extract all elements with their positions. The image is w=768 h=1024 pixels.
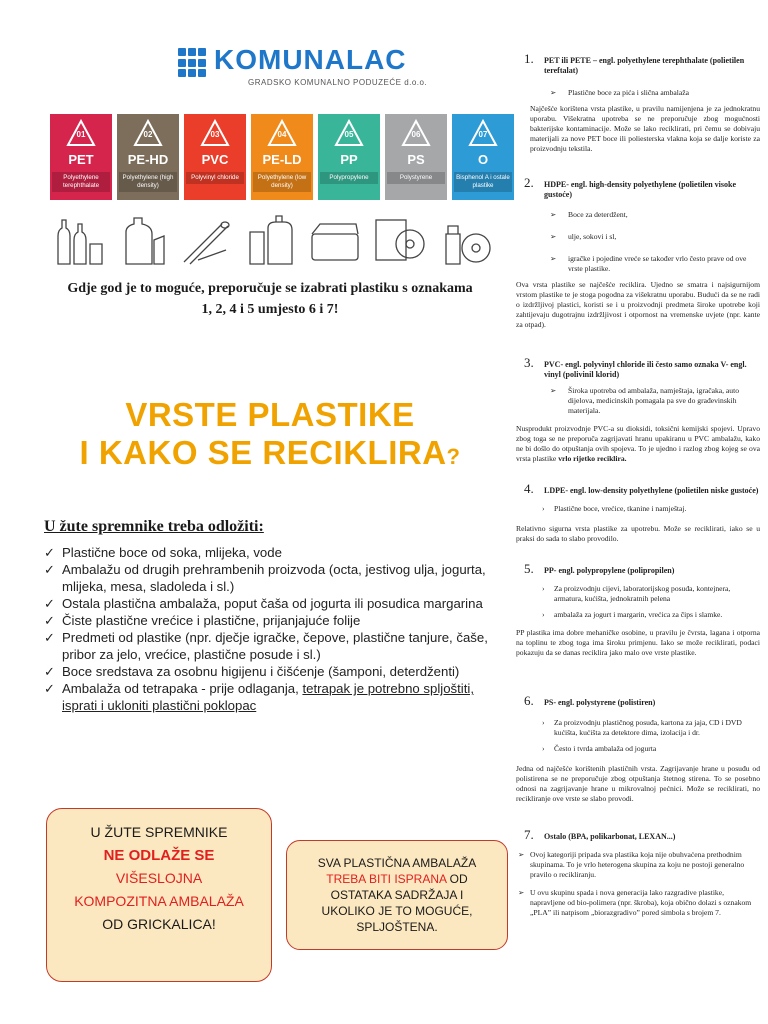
checkmark-icon: ✓ (44, 664, 56, 679)
resin-code-number: 06 (411, 130, 421, 139)
section-number: 4. (524, 481, 534, 496)
bullet-text: U ovu skupinu spada i nova generacija lako razgradive plastike, napravljene od bio-polimera (npr. škroba), koja obično dolazi s oznakom „PLA” ili natpisom „biorazgradivo” pored simbola s brojem 7. (530, 888, 752, 917)
resin-code-number: 07 (478, 130, 488, 139)
list-item (44, 544, 494, 561)
yellow-bin-heading: U žute spremnike treba odložiti: (44, 518, 264, 535)
arrow-bullet-icon: › (542, 744, 545, 753)
container-icon (306, 210, 366, 268)
section-heading (516, 175, 760, 200)
resin-code-number: 04 (277, 130, 287, 139)
list-item-text: Čiste plastične vrećice i plastične, prijanjajuće folije (62, 613, 361, 628)
notice-box-line-1: SVA PLASTIČNA AMBALAŽA (317, 856, 477, 870)
bullet-text: Za proizvodnju plastičnog posuđa, kartona za jaja, CD i DVD kućišta, kućišta za detektore dima, izolacija i dr. (554, 718, 742, 737)
section-number: 6. (524, 693, 534, 708)
bullet-text: Plastične boce za pića i slična ambalaža (568, 88, 690, 97)
section-title: Ostalo (BPA, polikarbonat, LEXAN...) (544, 832, 676, 841)
recommendation-line-1: Gdje god je to moguće, preporučuje se izabrati plastiku s oznakama (67, 281, 473, 296)
main-title-question-mark: ? (446, 444, 461, 469)
arrow-bullet-icon: ➢ (550, 254, 557, 263)
section-title: PET ili PETE – engl. polyethylene terephthalate (polietilen tereftalat) (544, 56, 745, 75)
main-title-line-2-text: I KAKO SE RECIKLIRA (79, 434, 447, 471)
resin-code-abbreviation: PP (340, 152, 358, 167)
resin-code-pvc (184, 114, 246, 200)
warning-box-line-2: NE ODLAŽE SE (103, 847, 215, 864)
section-heading (516, 481, 760, 496)
resin-code-number: 01 (76, 130, 86, 139)
section-title: HDPE- engl. high-density polyethylene (polietilen visoke gustoće) (544, 180, 737, 199)
bullet-text: Boce za deterdžent, (568, 210, 628, 219)
resin-code-description: Polyvinyl chloride (186, 172, 244, 184)
section-bullet (516, 504, 760, 514)
section-other (516, 827, 760, 918)
resin-code-o (452, 114, 514, 200)
section-pp (516, 561, 760, 658)
arrow-bullet-icon: ➢ (550, 88, 557, 97)
tetrapak-underlined-text: tetrapak je potrebno spljoštiti, isprati i ukloniti plastični poklopac (62, 681, 474, 713)
bullet-text: ulje, sokovi i sl, (568, 232, 617, 241)
bullet-text: igračke i pojedine vreće se također vrlo često prave od ove vrste plastike. (568, 254, 747, 273)
recommendation-line-2: 1, 2, 4 i 5 umjesto 6 i 7! (201, 302, 339, 317)
arrow-bullet-icon: › (542, 718, 545, 727)
section-bullet (516, 254, 760, 274)
section-bullet (516, 232, 760, 242)
logo-name: KOMUNALAC (214, 44, 407, 75)
section-bullet (516, 88, 760, 98)
resin-code-abbreviation: PVC (201, 152, 229, 167)
resin-code-abbreviation: O (477, 152, 489, 167)
logo-grid-icon (178, 48, 208, 78)
section-bullet (516, 850, 760, 880)
section-heading (516, 561, 760, 576)
resin-code-abbreviation: PET (68, 152, 94, 167)
section-ps (516, 693, 760, 804)
resin-code-pe-hd (117, 114, 179, 200)
bullet-text: Često i tvrda ambalaža od jogurta (554, 744, 657, 753)
notice-box-rinse (286, 840, 508, 950)
resin-code-description: Polyethylene (low density) (253, 172, 311, 192)
yellow-bin-list (44, 544, 494, 714)
section-paragraph: PP plastika ima dobre mehaničke osobine, u pravilu je čvrsta, lagana i otporna na toplinu te zbog toga ima široku primjenu. Iako se može reciklirati, podaci pokazuju da se danas reciklira jako malo ove vrste plastike. (516, 628, 760, 657)
notice-box-line-2 (287, 871, 507, 887)
bottles-icon (50, 210, 110, 268)
resin-code-pp (318, 114, 380, 200)
section-bullet (516, 210, 760, 220)
section-title: LDPE- engl. low-density polyethylene (polietilen niske gustoće) (544, 486, 759, 495)
section-bullet (516, 610, 760, 620)
section-number: 5. (524, 561, 534, 576)
resin-code-abbreviation: PS (407, 152, 425, 167)
section-number: 2. (524, 175, 534, 190)
warning-box-line-3: VIŠESLOJNA (115, 870, 203, 886)
arrow-bullet-icon: › (542, 584, 545, 593)
canister-icon (242, 210, 302, 268)
resin-code-number: 05 (344, 130, 354, 139)
plastic-objects-illustration (50, 210, 510, 268)
section-bullet (516, 386, 760, 416)
resin-code-description: Polyethylene (high density) (119, 172, 177, 192)
list-item-text: Plastične boce od soka, mlijeka, vode (62, 545, 282, 560)
resin-code-number: 03 (210, 130, 220, 139)
checkmark-icon: ✓ (44, 562, 56, 577)
arrow-bullet-icon: ➢ (550, 210, 557, 219)
section-title: PVC- engl. polyvinyl chloride ili često samo oznaka V- engl. vinyl (polivinil klorid) (544, 360, 747, 379)
resin-code-description: Polystyrene (387, 172, 445, 184)
resin-code-pe-ld (251, 114, 313, 200)
warning-box-snacks (46, 808, 272, 982)
section-number: 7. (524, 827, 534, 842)
notice-box-red-text: TREBA BITI ISPRANA (326, 872, 447, 886)
list-item (44, 561, 494, 595)
bullet-text: Široka upotreba od ambalaža, namještaja, igračaka, auto dijelova, medicinskih pomagala pa sve do građevinskih materijala. (568, 386, 739, 415)
arrow-bullet-icon: ➢ (550, 232, 557, 241)
section-paragraph: Ova vrsta plastike se najčešće reciklira. Ujedno se smatra i najsigurnijom vrstom plastike te je stoga pogodna za višekratnu uporabu. Budući da se ne radi o izdržljivoj plastici, koristi se i u proizvodnji predmeta široke upotrebe koji zahtijevaju dugotrajnu izdržljivost i otpornost na vremenske uvjete (npr. kante za otpad). (516, 280, 760, 329)
section-number: 1. (524, 51, 534, 66)
list-item-text: Ostala plastična ambalaža, poput čaša od jogurta ili posudica margarina (62, 596, 483, 611)
section-paragraph: Jedna od najčešće korištenih plastičnih vrsta. Zagrijavanje hrane u posuđu od polistirena se ne preporučuje zbog otpuštanja štetnog stirena. To se posebno odnosi na zagrijavanje hrane u mikrovalnoj pećnici. Može se reciklirati, no recikliranje ove vrste se slabo provodi. (516, 764, 760, 803)
section-bullet (516, 744, 760, 754)
section-number: 3. (524, 355, 534, 370)
logo-subtitle: GRADSKO KOMUNALNO PODUZEĆE d.o.o. (248, 78, 428, 87)
section-pvc (516, 355, 760, 464)
detergent-bottle-icon (112, 210, 172, 268)
resin-code-abbreviation: PE-LD (262, 152, 302, 167)
notice-box-line-5: SPLJOŠTENA. (356, 920, 438, 934)
arrow-bullet-icon: ➢ (518, 888, 525, 897)
section-paragraph: Relativno sigurna vrsta plastike za upotrebu. Može se reciklirati, iako se u praksi do sada to slabo provodilo. (516, 524, 760, 543)
company-logo (178, 44, 428, 92)
checkmark-icon: ✓ (44, 613, 56, 628)
list-item-text: Predmeti od plastike (npr. dječje igračke, čepove, plastične tanjure, čaše, pribor za jelo, vrećice, plastične posude i sl.) (62, 630, 488, 662)
warning-box-line-1: U ŽUTE SPREMNIKE (90, 824, 228, 840)
resin-code-description: Polypropylene (320, 172, 378, 184)
section-ldpe (516, 481, 760, 544)
section-heading (516, 355, 760, 380)
checkmark-icon: ✓ (44, 681, 56, 696)
notice-box-line-2-tail: OD (446, 872, 468, 886)
arrow-bullet-icon: › (542, 610, 545, 619)
resin-code-abbreviation: PE-HD (127, 152, 169, 167)
paragraph-text: Nusprodukt proizvodnje PVC-a su dioksidi, toksični kemijski spojevi. Upravo zbog toga se ne preporuča zagrijavati hranu upakiranu u PVC ambalažu, kako ne bi došlo do otpuštanja ovih spojeva. To je ujedno i razlog zbog kojeg se ova vrsta plastike (516, 424, 760, 463)
resin-codes (50, 114, 514, 200)
recommendation-text (40, 278, 500, 320)
section-title: PS- engl. polystyrene (polistiren) (544, 698, 656, 707)
spray-bottle-icon (434, 210, 494, 268)
arrow-bullet-icon: › (542, 504, 545, 513)
resin-code-ps (385, 114, 447, 200)
main-title (40, 396, 500, 476)
warning-box-line-4: KOMPOZITNA AMBALAŽA (74, 893, 244, 909)
list-item-tetrapak (44, 680, 494, 714)
section-hdpe (516, 175, 760, 330)
section-paragraph: Najčešće korištena vrsta plastike, u pravilu namijenjena je za jednokratnu uporabu. Višekratna upotreba se ne preporučuje zbog mogućnosti bakterijske kontaminacije. Može se lako reciklirati, pri čemu se dobivaju materijali za nove PET boce ili poliesterska vlakna koja se dalje koriste za proizvodnju tekstila. (530, 104, 760, 153)
bullet-text: Za proizvodnju cijevi, laboratorijskog posuđa, kontejnera, armatura, kućišta, jednokratnih pelena (554, 584, 731, 603)
cd-case-icon (370, 210, 430, 268)
list-item (44, 595, 494, 612)
section-pet (516, 51, 760, 154)
main-title-line-2 (40, 434, 500, 476)
section-heading (516, 693, 760, 708)
section-heading (516, 51, 760, 76)
warning-box-line-5: OD GRICKALICA! (102, 916, 216, 932)
list-item-text: Boce sredstava za osobnu higijenu i čišćenje (šamponi, deterdženti) (62, 664, 460, 679)
list-item (44, 663, 494, 680)
arrow-bullet-icon: ➢ (550, 386, 557, 395)
resin-code-description: Bisphenol A i ostale plastike (454, 172, 512, 192)
notice-box-line-3: OSTATAKA SADRŽAJA I (330, 888, 464, 902)
section-bullet (516, 888, 760, 918)
checkmark-icon: ✓ (44, 545, 56, 560)
bullet-text: Plastične boce, vrećice, tkanine i namještaj. (554, 504, 687, 513)
checkmark-icon: ✓ (44, 596, 56, 611)
tetrapak-text: Ambalaža od tetrapaka - prije odlaganja, (62, 681, 303, 696)
bullet-text: Ovoj kategoriji pripada sva plastika koja nije obuhvaćena prethodnim skupinama. To je vrlo heterogena skupina za koju ne postoji generalno pravilo o recikliranju. (530, 850, 745, 879)
section-title: PP- engl. polypropylene (polipropilen) (544, 566, 675, 575)
list-item-text: Ambalažu od drugih prehrambenih proizvoda (octa, jestivog ulja, jogurta, mlijeka, mesa, sladoleda i sl.) (62, 562, 486, 594)
section-bullet (516, 584, 760, 604)
main-title-line-1: VRSTE PLASTIKE (125, 396, 415, 433)
checkmark-icon: ✓ (44, 630, 56, 645)
arrow-bullet-icon: ➢ (518, 850, 525, 859)
list-item (44, 612, 494, 629)
section-heading (516, 827, 760, 842)
resin-code-description: Polyethylene terephthalate (52, 172, 110, 192)
list-item (44, 629, 494, 663)
paragraph-bold-text: vrlo rijetko reciklira. (558, 454, 627, 463)
resin-code-pet (50, 114, 112, 200)
section-paragraph (516, 424, 760, 464)
notice-box-line-4: UKOLIKO JE TO MOGUĆE, (321, 904, 473, 918)
resin-code-number: 02 (143, 130, 153, 139)
pipes-icon (178, 210, 238, 268)
section-bullet (516, 718, 760, 738)
bullet-text: ambalaža za jogurt i margarin, vrećica za čips i slamke. (554, 610, 723, 619)
